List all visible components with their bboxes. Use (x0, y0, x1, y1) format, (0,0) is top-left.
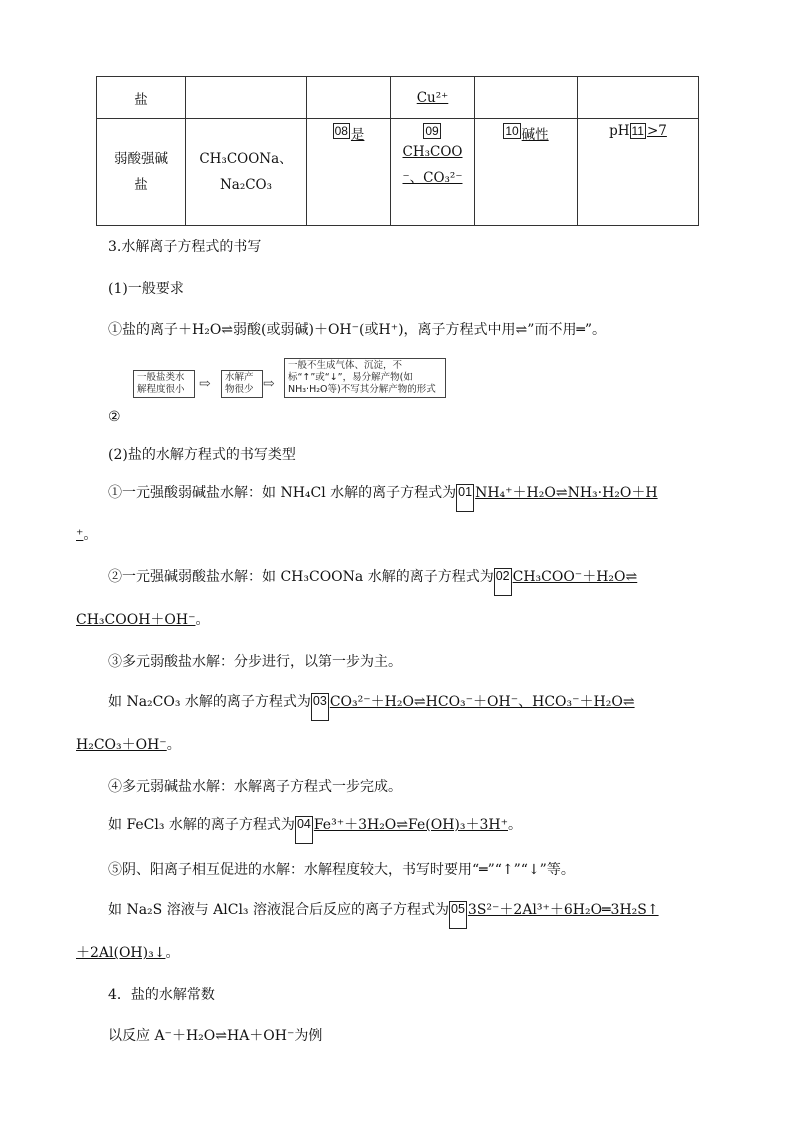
rule-text: ② (108, 409, 121, 425)
blank-number: 05 (449, 901, 467, 929)
flow-box: 一般盐类水解程度很小 (133, 370, 195, 398)
type-line (108, 484, 658, 512)
type-line (108, 901, 659, 929)
blank-answer: 碱性 (521, 127, 549, 143)
hydrolysis-table (96, 76, 699, 226)
example-cell (186, 119, 307, 226)
table-cell (578, 77, 699, 119)
type-line: ③多元弱酸盐水解：分步进行，以第一步为主。 (108, 654, 402, 670)
salt-type-cell (97, 119, 186, 226)
salt-type-cell: 盐 (97, 77, 186, 119)
ion-cell (391, 77, 475, 119)
table-cell (186, 77, 307, 119)
arrow-icon: ⇨ (263, 376, 275, 392)
type-line (76, 526, 97, 544)
flow-diagram (133, 358, 453, 410)
subheading: (2)盐的水解方程式的书写类型 (108, 447, 296, 463)
blank-answer: NH₄⁺＋H₂O⇌NH₃·H₂O＋H (475, 485, 658, 501)
example-line: Na₂CO₃ (219, 177, 273, 193)
blank-number: 11 (631, 124, 644, 138)
example-line: CH₃COONa、 (199, 151, 293, 167)
blank-answer: ＋2Al(OH)₃↓ (76, 945, 166, 961)
blank-answer: CH₃COOH＋OH⁻ (76, 612, 196, 628)
blank-number: 02 (494, 568, 512, 596)
punctuation: 。 (507, 817, 522, 833)
blank-number: 04 (295, 816, 313, 844)
blank-number: 03 (311, 693, 329, 721)
subheading: (1)一般要求 (108, 281, 184, 297)
punctuation: 。 (165, 945, 180, 961)
blank-answer: CH₃COO⁻＋H₂O⇌ (512, 569, 638, 585)
blank-number: 10 (505, 124, 519, 138)
blank-answer: CH₃COO (402, 144, 463, 160)
flow-box: 一般不生成气体、沉淀，不标“↑”或“↓”，易分解产物(如NH₃·H₂O等)不写其分解产物的形式 (284, 358, 446, 398)
blank-answer: CO₃²⁻＋H₂O⇌HCO₃⁻＋OH⁻、HCO₃⁻＋H₂O⇌ (329, 694, 635, 710)
type-line: ④多元弱碱盐水解：水解离子方程式一步完成。 (108, 779, 402, 795)
arrow-icon: ⇨ (199, 376, 211, 392)
type-line: ⑤阴、阳离子相互促进的水解：水解程度较大，书写时要用“═”“↑”“↓”等。 (108, 862, 575, 878)
blank-answer: Fe³⁺＋3H₂O⇌Fe(OH)₃＋3H⁺ (313, 817, 508, 833)
type-text: 如 Na₂S 溶液与 AlCl₃ 溶液混合后反应的离子方程式为 (108, 902, 449, 918)
table-cell (307, 77, 391, 119)
type-line (108, 568, 637, 596)
ion-answer: Cu²⁺ (416, 89, 449, 106)
type-text: ②一元强碱弱酸盐水解：如 CH₃COONa 水解的离子方程式为 (108, 569, 494, 585)
blank-number: 08 (334, 124, 348, 138)
type-text: 如 Na₂CO₃ 水解的离子方程式为 (108, 694, 311, 710)
blank-answer: ⁻、CO₃²⁻ (402, 170, 463, 186)
type-text: 如 FeCl₃ 水解的离子方程式为 (108, 817, 295, 833)
ion-cell (391, 119, 475, 226)
section-heading: 4．盐的水解常数 (108, 987, 215, 1003)
blank-answer: ⁺ (76, 527, 84, 543)
blank-number: 01 (456, 484, 474, 512)
type-text: ①一元强酸弱碱盐水解：如 NH₄Cl 水解的离子方程式为 (108, 485, 457, 501)
table-row (97, 119, 699, 226)
property-cell (475, 119, 578, 226)
punctuation: 。 (83, 527, 98, 543)
blank-number: 09 (425, 124, 439, 138)
salt-type-line: 盐 (134, 177, 148, 193)
blank-answer: 是 (350, 127, 365, 143)
type-line (108, 693, 635, 721)
body-text: 以反应 A⁻＋H₂O⇌HA＋OH⁻为例 (108, 1028, 323, 1044)
type-line (76, 944, 179, 962)
ph-cell (578, 119, 699, 226)
blank-answer: H₂CO₃＋OH⁻ (76, 737, 167, 753)
type-line (76, 611, 210, 629)
blank-answer: >7 (646, 123, 667, 139)
table-row (97, 77, 699, 119)
ph-label: pH (609, 123, 630, 139)
punctuation: 。 (195, 612, 210, 628)
flow-box: 水解产物很少 (221, 370, 263, 398)
blank-answer: 3S²⁻＋2Al³⁺＋6H₂O═3H₂S↑ (467, 902, 659, 918)
salt-type-line: 弱酸强碱 (114, 151, 168, 167)
punctuation: 。 (166, 737, 181, 753)
hydrolysis-cell (307, 119, 391, 226)
type-line (108, 816, 522, 844)
rule-text: ①盐的离子＋H₂O⇌弱酸(或弱碱)＋OH⁻(或H⁺)，离子方程式中用⇌”而不用═”。 (108, 322, 607, 338)
section-heading: 3.水解离子方程式的书写 (108, 239, 262, 255)
table-cell (475, 77, 578, 119)
type-line (76, 736, 181, 754)
